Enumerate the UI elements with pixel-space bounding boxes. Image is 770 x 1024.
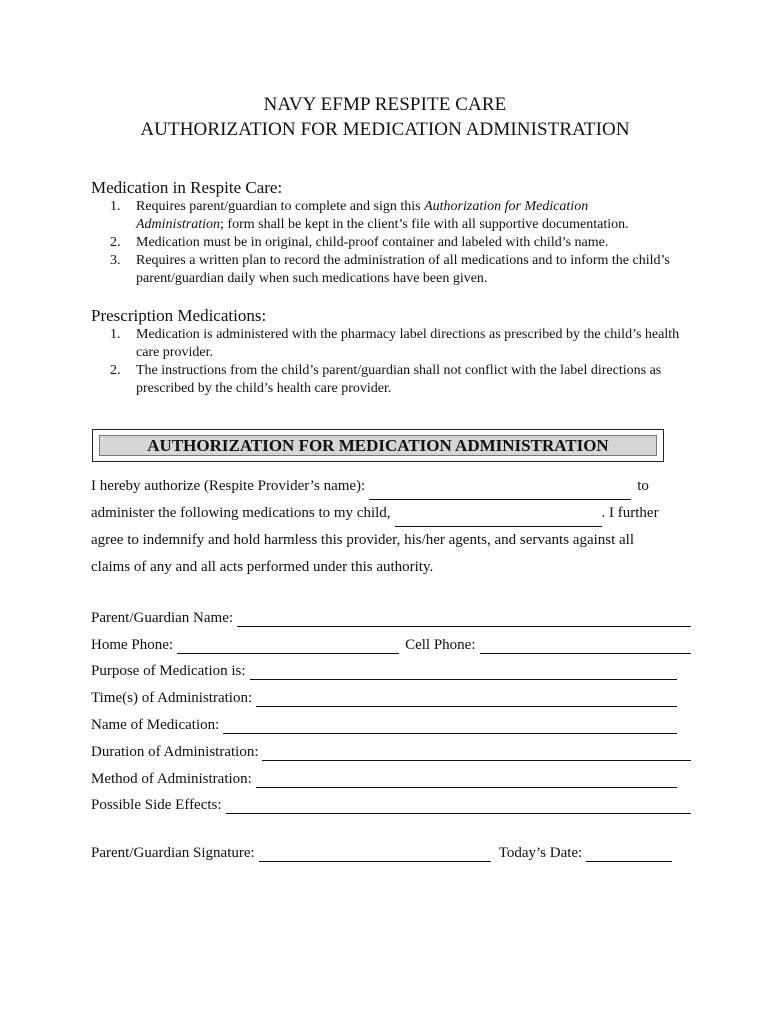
times-label: Time(s) of Administration:: [91, 690, 253, 707]
parent-name-field[interactable]: [237, 610, 691, 627]
list-text: Requires a written plan to record the administration of all medications and to inform the child’s parent/guardian daily when such medications have been given.: [136, 253, 670, 286]
side-effects-field[interactable]: [226, 797, 691, 814]
authorization-line: [91, 527, 691, 554]
authorization-text: to: [637, 478, 649, 494]
list-number: 1.: [110, 199, 121, 214]
duration-field[interactable]: [262, 744, 691, 761]
list-item: [110, 198, 690, 234]
form-row: [91, 788, 691, 815]
authorization-line: [91, 500, 691, 527]
prescription-list: [110, 326, 690, 398]
list-item: [110, 234, 690, 252]
list-number: 1.: [110, 327, 121, 342]
date-label: Today’s Date:: [498, 845, 583, 861]
authorization-text: . I further: [601, 505, 659, 521]
authorization-statement: [91, 473, 691, 581]
list-text: Medication must be in original, child-proof container and labeled with child’s name.: [136, 235, 609, 250]
home-phone-label: Home Phone:: [91, 636, 174, 653]
cell-phone-field[interactable]: [480, 637, 692, 654]
side-effects-label: Possible Side Effects:: [91, 797, 222, 814]
medication-name-field[interactable]: [223, 717, 677, 734]
medication-fields: [91, 600, 691, 814]
form-row: [91, 734, 691, 761]
list-item: [110, 326, 690, 362]
authorization-text: agree to indemnify and hold harmless this provider, his/her agents, and servants against all: [91, 532, 635, 548]
provider-name-field[interactable]: [369, 483, 631, 500]
authorization-text: I hereby authorize (Respite Provider’s name):: [91, 478, 366, 494]
authorization-text: administer the following medications to my child,: [91, 505, 391, 521]
list-text: ; form shall be kept in the client’s file with all supportive documentation.: [220, 217, 629, 232]
list-text: The instructions from the child’s parent/guardian shall not conflict with the label directions as prescribed by the child’s health care provider.: [136, 363, 662, 396]
respite-list: [110, 198, 690, 288]
form-row: [91, 761, 691, 788]
respite-heading: Medication in Respite Care:: [91, 178, 283, 197]
form-row: [91, 627, 691, 654]
authorization-banner: [92, 429, 664, 462]
date-field[interactable]: [586, 845, 672, 862]
authorization-banner-label: AUTHORIZATION FOR MEDICATION ADMINISTRATION: [99, 435, 657, 456]
signature-field[interactable]: [259, 845, 491, 862]
document-title-line1: NAVY EFMP RESPITE CARE: [263, 94, 507, 115]
list-text-italic: Authorization for Medication: [424, 199, 589, 214]
form-row: [91, 707, 691, 734]
child-name-field[interactable]: [395, 510, 602, 527]
list-item: [110, 252, 690, 288]
form-row: [91, 600, 691, 627]
purpose-label: Purpose of Medication is:: [91, 663, 246, 680]
list-number: 2.: [110, 235, 121, 250]
list-number: 3.: [110, 253, 121, 268]
list-item: [110, 362, 690, 398]
signature-row: [91, 845, 691, 862]
cell-phone-label: Cell Phone:: [405, 636, 476, 653]
list-number: 2.: [110, 363, 121, 378]
list-text-italic: Administration: [136, 217, 221, 232]
authorization-line: [91, 473, 691, 500]
home-phone-field[interactable]: [177, 637, 399, 654]
duration-label: Duration of Administration:: [91, 743, 259, 760]
document-title-line2: AUTHORIZATION FOR MEDICATION ADMINISTRATION: [140, 119, 630, 140]
parent-name-label: Parent/Guardian Name:: [91, 609, 234, 626]
method-label: Method of Administration:: [91, 770, 252, 787]
prescription-heading: Prescription Medications:: [91, 306, 267, 325]
authorization-line: [91, 554, 691, 581]
method-field[interactable]: [256, 771, 677, 788]
medication-name-label: Name of Medication:: [91, 716, 220, 733]
signature-label: Parent/Guardian Signature:: [91, 845, 255, 861]
list-text: Requires parent/guardian to complete and sign this: [136, 199, 425, 214]
authorization-text: claims of any and all acts performed under this authority.: [91, 559, 434, 575]
list-text: Medication is administered with the pharmacy label directions as prescribed by the child’s health care provider.: [136, 327, 680, 360]
form-row: [91, 654, 691, 681]
times-field[interactable]: [256, 690, 677, 707]
form-row: [91, 680, 691, 707]
purpose-field[interactable]: [250, 663, 677, 680]
